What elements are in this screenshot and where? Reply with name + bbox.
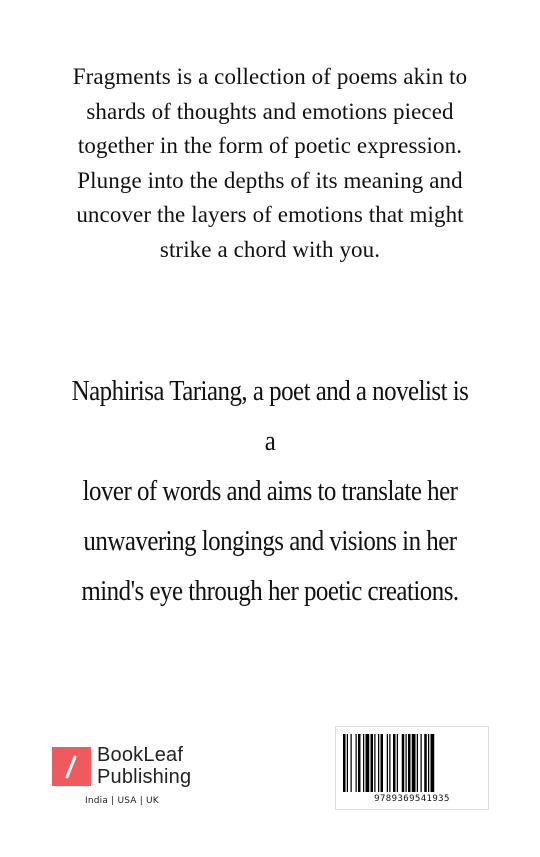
bio-line: unwavering longings and visions in her [83, 525, 457, 557]
publisher-name-line2: Publishing [97, 766, 192, 788]
publisher-name-line1: BookLeaf [97, 744, 184, 766]
publisher-logo [52, 744, 222, 817]
blurb-line: Fragments is a collection of poems akin to [72, 64, 468, 89]
blurb-line: strike a chord with you. [159, 236, 381, 262]
blurb-line: together in the form of poetic expression. [77, 133, 463, 158]
back-cover-blurb [40, 60, 500, 267]
blurb-line: shards of thoughts and emotions pieced [86, 98, 454, 124]
publisher-name [97, 744, 191, 788]
slash-logo-icon [52, 747, 91, 786]
bio-line: lover of words and aims to translate her [82, 475, 458, 507]
publisher-regions: India | USA | UK [85, 796, 159, 806]
author-bio [64, 366, 477, 616]
blurb-line: Plunge into the depths of its meaning and [77, 167, 463, 193]
bio-line: mind's eye through her poetic creations. [81, 575, 459, 607]
blurb-line: uncover the layers of emotions that might [76, 202, 464, 227]
barcode-icon [341, 734, 483, 792]
isbn-barcode [335, 726, 489, 810]
bio-line: Naphirisa Tariang, a poet and a novelist is a [71, 375, 469, 457]
isbn-number: 9789369541935 [374, 794, 450, 804]
